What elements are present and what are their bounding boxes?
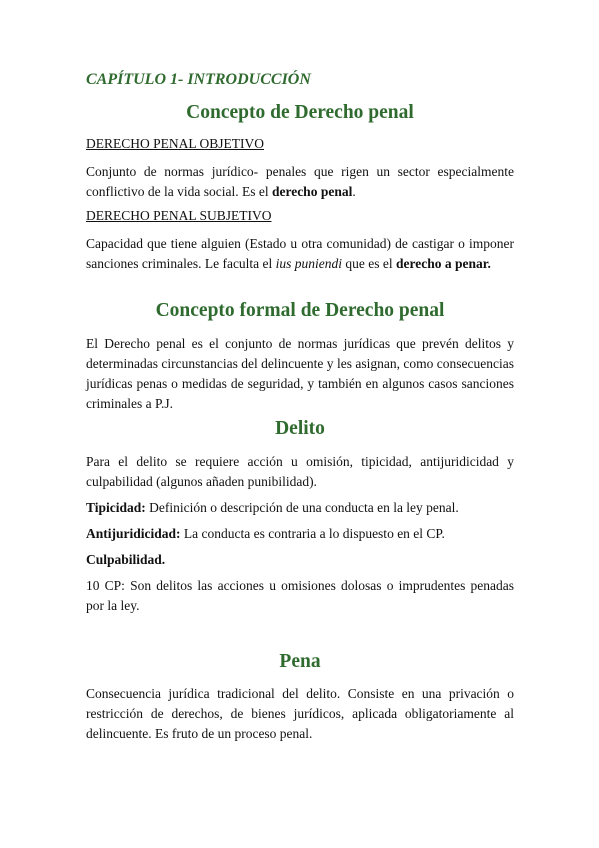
section-title-delito: Delito: [275, 418, 325, 439]
section-title-concepto-formal: Concepto formal de Derecho penal: [155, 300, 445, 321]
paragraph-text: Capacidad que tiene alguien (Estado u otra comunidad) de castigar o imponer sanciones criminales. Le faculta el: [86, 236, 514, 271]
subheading-objetivo: DERECHO PENAL OBJETIVO: [86, 136, 264, 151]
paragraph-text: Conjunto de normas jurídico- penales que rigen un sector especialmente conflictivo de la vida social. Es el: [86, 164, 514, 199]
paragraph-text: que es el: [342, 256, 397, 271]
bold-term: derecho a penar.: [396, 256, 491, 271]
paragraph-tipicidad: [86, 498, 514, 518]
subheading-subjetivo: DERECHO PENAL SUBJETIVO: [86, 208, 272, 223]
italic-term: ius puniendi: [275, 256, 343, 271]
paragraph-cp10: 10 CP: Son delitos las acciones u omisiones dolosas o imprudentes penadas por la ley.: [86, 578, 514, 613]
bold-term: Tipicidad:: [86, 500, 146, 515]
section-title-pena: Pena: [279, 651, 321, 672]
bold-term: Culpabilidad.: [86, 552, 166, 567]
paragraph-pena: Consecuencia jurídica tradicional del delito. Consiste en una privación o restricción de derechos, de bienes jurídicos, aplicada obligatoriamente al delincuente. Es fruto de un proceso penal.: [86, 686, 514, 741]
paragraph-text: Definición o descripción de una conducta en la ley penal.: [145, 500, 459, 515]
section-title-concepto: Concepto de Derecho penal: [186, 102, 414, 123]
bold-term: Antijuridicidad:: [86, 526, 181, 541]
paragraph-text: .: [352, 184, 356, 199]
paragraph-subjetivo: [86, 234, 514, 274]
chapter-title: CAPÍTULO 1- INTRODUCCIÓN: [86, 71, 311, 88]
paragraph-concepto-formal: El Derecho penal es el conjunto de normas jurídicas que prevén delitos y determinadas circunstancias del delincuente y les asignan, como consecuencias jurídicas penas o medidas de seguridad, y también en algunos casos sanciones criminales a P.J.: [86, 336, 514, 411]
paragraph-delito-intro: Para el delito se requiere acción u omisión, tipicidad, antijuridicidad y culpabilidad (algunos añaden punibilidad).: [86, 454, 514, 489]
paragraph-text: La conducta es contraria a lo dispuesto en el CP.: [180, 526, 445, 541]
paragraph-culpabilidad: [86, 550, 514, 570]
paragraph-antijuridicidad: [86, 524, 514, 544]
bold-term: derecho penal: [271, 184, 353, 199]
paragraph-objetivo: [86, 162, 514, 202]
